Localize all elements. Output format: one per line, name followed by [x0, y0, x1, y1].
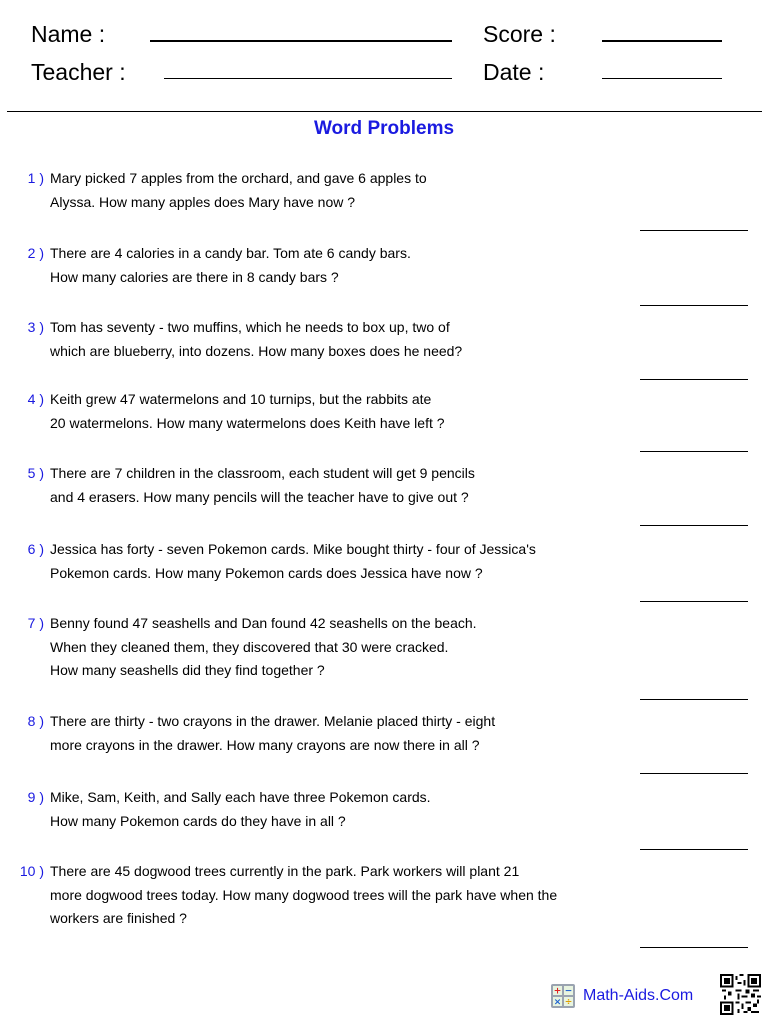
answer-line[interactable]	[640, 849, 748, 850]
problem-text-line: more crayons in the drawer. How many crayons are now there in all ?	[50, 736, 480, 753]
problem-text-line: Tom has seventy - two muffins, which he needs to box up, two of	[50, 319, 450, 335]
problem-number: 10 )	[19, 863, 44, 879]
problem-text-line: Mary picked 7 apples from the orchard, and gave 6 apples to	[50, 170, 427, 186]
score-line[interactable]	[602, 40, 722, 42]
problem-text-line: There are 4 calories in a candy bar. Tom ate 6 candy bars.	[50, 245, 411, 261]
name-label: Name :	[31, 21, 106, 47]
answer-line[interactable]	[640, 230, 748, 231]
problem-number: 6 )	[27, 541, 44, 557]
date-label: Date :	[483, 59, 545, 85]
header-divider	[7, 111, 762, 112]
svg-text:+: +	[553, 986, 562, 997]
problem-text-line: and 4 erasers. How many pencils will the teacher have to give out ?	[50, 488, 469, 505]
answer-line[interactable]	[640, 451, 748, 452]
problem-text	[50, 388, 620, 435]
answer-line[interactable]	[640, 379, 748, 380]
problem-text	[50, 167, 620, 214]
problem-number: 5 )	[27, 465, 44, 481]
problem-text-line: There are 7 children in the classroom, each student will get 9 pencils	[50, 465, 475, 481]
problem-text-line: Pokemon cards. How many Pokemon cards does Jessica have now ?	[50, 564, 483, 581]
problem-text-line: workers are finished ?	[50, 910, 187, 926]
answer-line[interactable]	[640, 947, 748, 948]
problem-text	[50, 538, 620, 585]
footer-brand	[551, 984, 693, 1008]
problem-text-line: How many Pokemon cards do they have in all ?	[50, 812, 346, 829]
problem-text	[50, 316, 620, 363]
problem-text	[50, 710, 620, 757]
score-label: Score :	[483, 21, 556, 47]
problem-text-line: Jessica has forty - seven Pokemon cards. Mike bought thirty - four of Jessica's	[50, 541, 536, 557]
answer-line[interactable]	[640, 601, 748, 602]
problem-text	[50, 242, 620, 289]
problem-text-line: How many calories are there in 8 candy bars ?	[50, 268, 339, 285]
problem-number: 7 )	[27, 615, 44, 631]
problem-text	[50, 462, 620, 509]
qr-code-icon	[720, 974, 761, 1015]
problem-number: 9 )	[27, 789, 44, 805]
problem-number: 3 )	[27, 319, 44, 335]
problem-text	[50, 786, 620, 833]
problem-text-line: Alyssa. How many apples does Mary have now ?	[50, 193, 356, 210]
problem-text-line: There are thirty - two crayons in the drawer. Melanie placed thirty - eight	[50, 713, 496, 729]
problem-text-line: which are blueberry, into dozens. How many boxes does he need?	[50, 342, 463, 359]
name-line[interactable]	[150, 40, 452, 42]
answer-line[interactable]	[640, 773, 748, 774]
problem-text-line: When they cleaned them, they discovered that 30 were cracked.	[50, 638, 449, 655]
problem-number: 8 )	[27, 713, 44, 729]
problem-text-line: How many seashells did they find together ?	[50, 662, 325, 678]
problem-text-line: more dogwood trees today. How many dogwood trees will the park have when the	[50, 886, 558, 903]
teacher-label: Teacher :	[31, 59, 126, 85]
brand-link[interactable]: Math-Aids.Com	[583, 987, 694, 1004]
calculator-icon	[551, 984, 575, 1008]
problem-text-line: 20 watermelons. How many watermelons does Keith have left ?	[50, 414, 445, 431]
problem-text-line: Benny found 47 seashells and Dan found 42 seashells on the beach.	[50, 615, 477, 631]
problem-text-line: Mike, Sam, Keith, and Sally each have three Pokemon cards.	[50, 789, 431, 805]
svg-text:−: −	[564, 986, 573, 997]
problem-text-line: Keith grew 47 watermelons and 10 turnips, but the rabbits ate	[50, 391, 432, 407]
answer-line[interactable]	[640, 305, 748, 306]
problem-text-line: There are 45 dogwood trees currently in the park. Park workers will plant 21	[50, 863, 520, 879]
date-line[interactable]	[602, 78, 722, 79]
svg-text:÷: ÷	[564, 997, 573, 1008]
problem-number: 1 )	[27, 170, 44, 186]
problem-number: 4 )	[27, 391, 44, 407]
svg-text:×: ×	[553, 997, 562, 1008]
teacher-line[interactable]	[164, 78, 452, 79]
answer-line[interactable]	[640, 699, 748, 700]
page-title: Word Problems	[313, 118, 455, 139]
answer-line[interactable]	[640, 525, 748, 526]
problem-text	[50, 612, 620, 683]
problem-text	[50, 860, 620, 931]
problem-number: 2 )	[27, 245, 44, 261]
